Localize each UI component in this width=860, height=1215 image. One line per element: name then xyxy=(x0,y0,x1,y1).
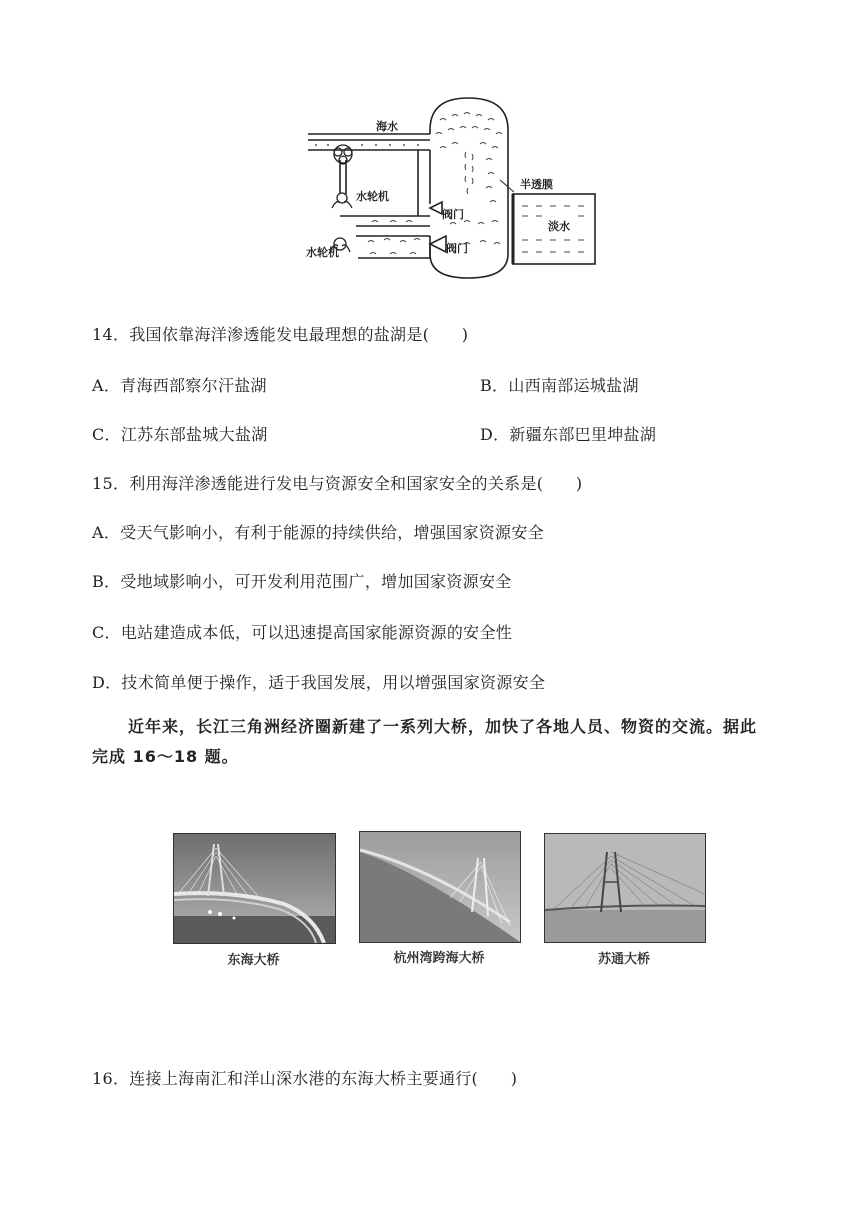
question-15-stem: 15．利用海洋渗透能进行发电与资源安全和国家安全的关系是( ) xyxy=(92,474,583,493)
intro-line-1: 近年来，长江三角洲经济圈新建了一系列大桥，加快了各地人员、物资的交流。据此 xyxy=(128,717,758,736)
q15-option-d: D．技术简单便于操作，适于我国发展，用以增强国家资源安全 xyxy=(92,673,546,692)
q14-option-a: A．青海西部察尔汗盐湖 xyxy=(92,376,267,395)
label-valve-top: 阀门 xyxy=(442,208,464,221)
q14-option-d: D．新疆东部巴里坤盐湖 xyxy=(480,425,657,444)
caption-donghai-bridge: 东海大桥 xyxy=(227,953,280,968)
q14-option-c: C．江苏东部盐城大盐湖 xyxy=(92,425,268,444)
q15-option-c: C．电站建造成本低，可以迅速提高国家能源资源的安全性 xyxy=(92,623,513,642)
osmotic-power-diagram xyxy=(300,94,600,286)
label-freshwater: 淡水 xyxy=(548,220,570,233)
label-turbine-bottom: 水轮机 xyxy=(306,246,339,259)
question-14-stem: 14．我国依靠海洋渗透能发电最理想的盐湖是( ) xyxy=(92,325,469,344)
question-16-stem: 16．连接上海南汇和洋山深水港的东海大桥主要通行( ) xyxy=(92,1069,518,1088)
intro-line-2: 完成 16～18 题。 xyxy=(92,747,239,766)
caption-hangzhou-bay-bridge: 杭州湾跨海大桥 xyxy=(393,951,485,966)
photo-hangzhou-bay-bridge xyxy=(359,831,521,943)
label-membrane: 半透膜 xyxy=(520,178,553,191)
osmotic-diagram-svg xyxy=(300,94,600,286)
q15-option-b: B．受地域影响小，可开发利用范围广，增加国家资源安全 xyxy=(92,572,512,591)
label-seawater: 海水 xyxy=(376,120,398,133)
label-valve-bottom: 阀门 xyxy=(446,242,468,255)
photo-donghai-bridge xyxy=(173,833,336,944)
caption-sutong-bridge: 苏通大桥 xyxy=(597,952,650,967)
label-turbine-top: 水轮机 xyxy=(356,190,389,203)
photo-sutong-bridge xyxy=(544,833,706,943)
q14-option-b: B．山西南部运城盐湖 xyxy=(480,376,639,395)
q15-option-a: A．受天气影响小，有利于能源的持续供给，增强国家资源安全 xyxy=(92,523,544,542)
